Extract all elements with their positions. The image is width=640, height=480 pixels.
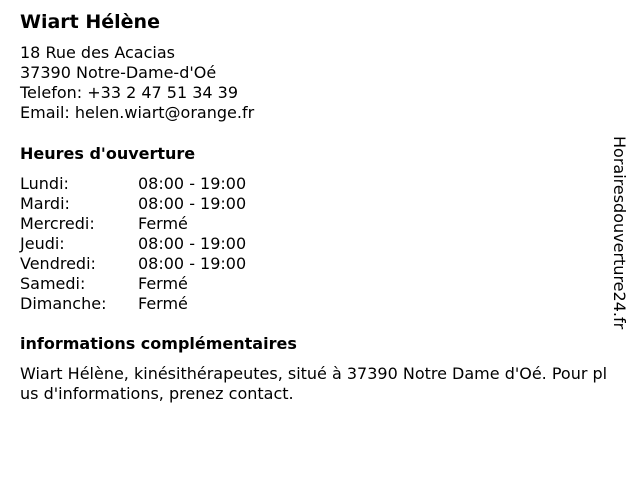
hours-time: 08:00 - 19:00 — [138, 234, 247, 253]
hours-day: Vendredi: — [20, 254, 96, 273]
hours-time: Fermé — [138, 294, 188, 313]
hours-day: Dimanche: — [20, 294, 107, 313]
address-city: 37390 Notre-Dame-d'Oé — [20, 63, 217, 82]
hours-day: Jeudi: — [20, 234, 65, 253]
hours-day: Mercredi: — [20, 214, 95, 233]
hours-time: Fermé — [138, 274, 188, 293]
hours-time: 08:00 - 19:00 — [138, 254, 247, 273]
business-title: Wiart Hélène — [20, 11, 160, 33]
email-address: Email: helen.wiart@orange.fr — [20, 103, 255, 122]
additional-info-text: Wiart Hélène, kinésithérapeutes, situé à 37390 Notre Dame d'Oé. Pour plus d'informations, prenez contact. — [20, 364, 608, 403]
hours-time: Fermé — [138, 214, 188, 233]
hours-day: Lundi: — [20, 174, 69, 193]
hours-day: Mardi: — [20, 194, 70, 213]
opening-hours-heading: Heures d'ouverture — [20, 144, 196, 163]
hours-day: Samedi: — [20, 274, 86, 293]
hours-time: 08:00 - 19:00 — [138, 174, 247, 193]
hours-time: 08:00 - 19:00 — [138, 194, 247, 213]
additional-info-heading: informations complémentaires — [20, 334, 297, 353]
site-watermark: Horairesdouverture24.fr — [610, 136, 629, 330]
address-street: 18 Rue des Acacias — [20, 43, 175, 62]
phone-number: Telefon: +33 2 47 51 34 39 — [20, 83, 239, 102]
address-block — [20, 43, 254, 123]
